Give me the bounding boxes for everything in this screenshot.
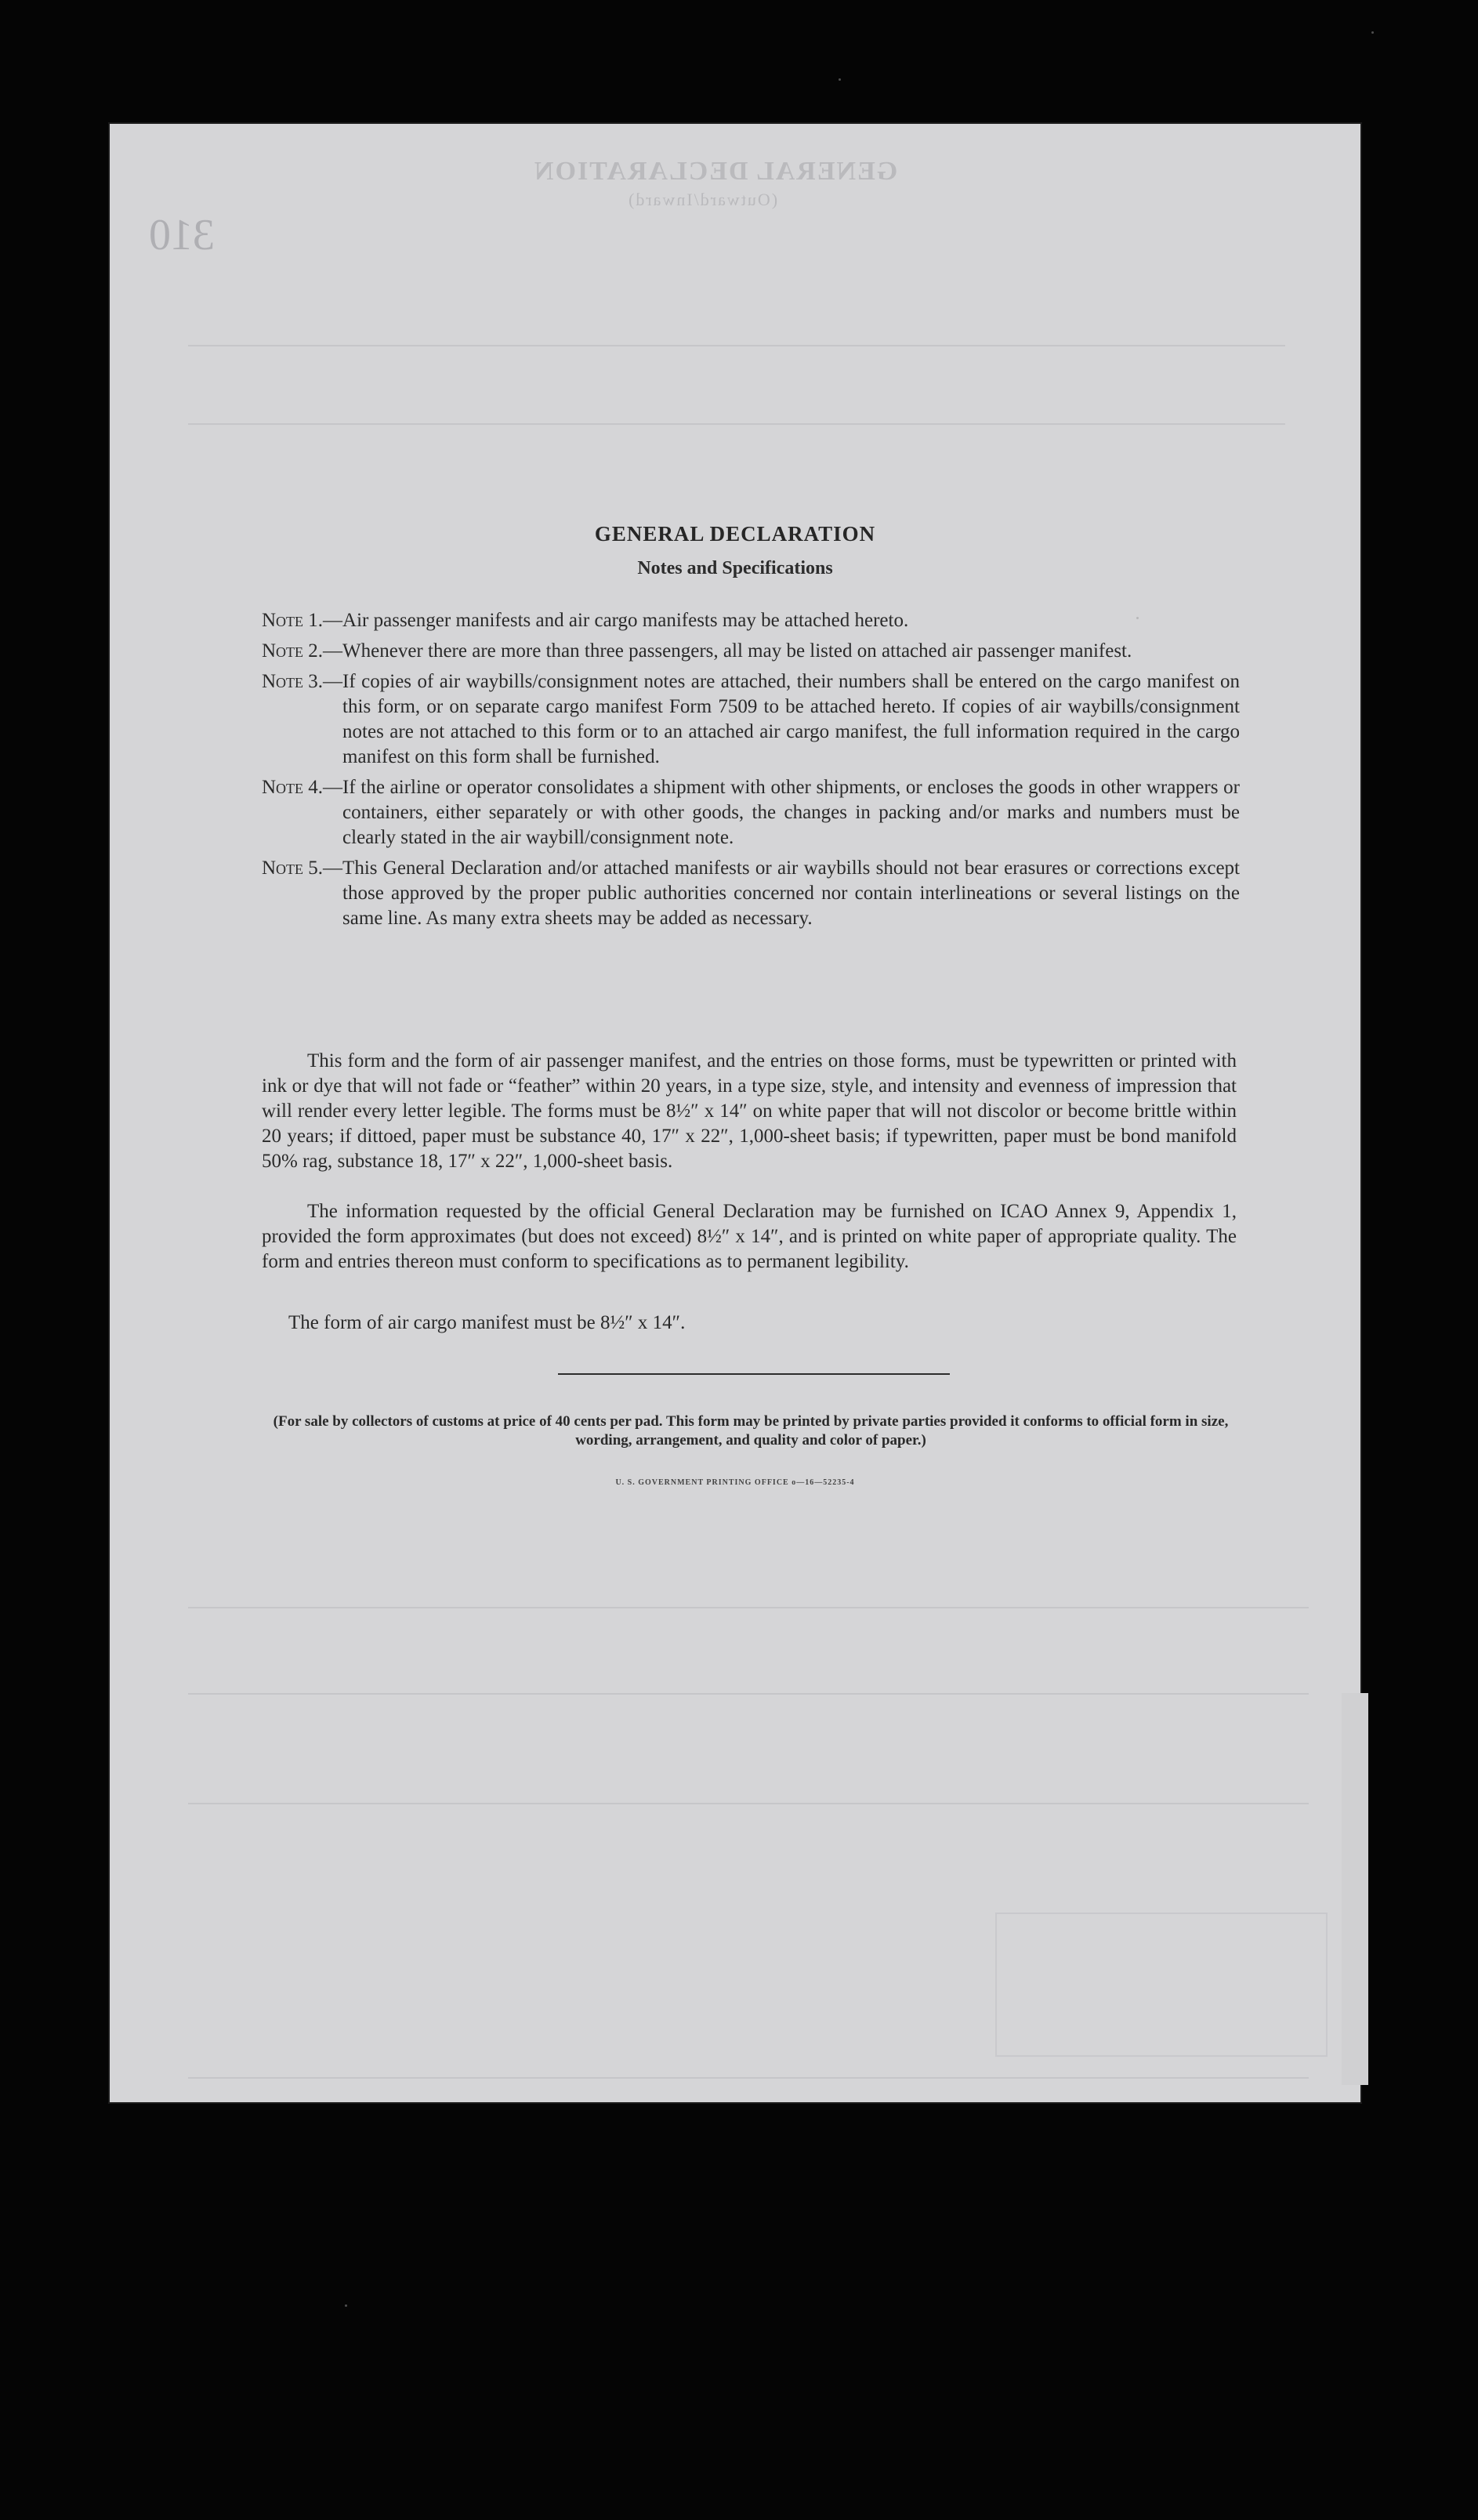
stamp-number: 310: [149, 211, 215, 259]
bleed-through-subheader: (Outward/Inward): [627, 190, 778, 209]
page-edge-tab: [1342, 1693, 1368, 2085]
scan-speck: [839, 78, 841, 81]
section-divider: [558, 1373, 950, 1375]
bleed-through-header: GENERAL DECLARATION: [533, 157, 898, 186]
document-subtitle: Notes and Specifications: [637, 558, 833, 578]
paragraph-cargo: The form of air cargo manifest must be 8½″ x 14″.: [288, 1312, 686, 1333]
bleed-through-rule: [188, 345, 1285, 346]
note-label: Note 3.—: [262, 671, 343, 692]
note-item: [262, 856, 1240, 931]
note-text: If the airline or operator consolidates a shipment with other shipments, or encloses the goods in other wrappers or containers, either separately or with other goods, the changes in packing and/or marks and numbers must be clearly stated in the air waybill/consignment note.: [342, 777, 1240, 848]
paragraph-icao: The information requested by the official General Declaration may be furnished on ICAO Annex 9, Appendix 1, provided the form approximates (but does not exceed) 8½″ x 14″, and is printed on white paper of appropriate quality. The form and entries thereon must conform to specifications as to permanent legibility.: [262, 1201, 1237, 1272]
note-label: Note 5.—: [262, 858, 343, 879]
note-text: If copies of air waybills/consignment notes are attached, their numbers shall be entered on the cargo manifest on this form, or on separate cargo manifest Form 7509 to be attached hereto. If copies of air waybills/consignment notes are not attached to this form or to an attached air cargo manifest, the full information required in the cargo manifest on this form shall be furnished.: [342, 671, 1240, 767]
note-item: [262, 775, 1240, 850]
scan-speck: [345, 2304, 347, 2307]
printing-office-imprint: U. S. GOVERNMENT PRINTING OFFICE o—16—52235-4: [615, 1478, 855, 1487]
note-text: Whenever there are more than three passengers, all may be listed on attached air passenger manifest.: [342, 640, 1132, 662]
paragraph-forms: This form and the form of air passenger manifest, and the entries on those forms, must be typewritten or printed with ink or dye that will not fade or “feather” within 20 years, in a type size, style, and intensity and evenness of impression that will render every letter legible. The forms must be 8½″ x 14″ on white paper that will not discolor or become brittle within 20 years; if dittoed, paper must be substance 40, 17″ x 22″, 1,000-sheet basis; if typewritten, paper must be bond manifold 50% rag, substance 18, 17″ x 22″, 1,000-sheet basis.: [262, 1050, 1237, 1172]
note-item: [262, 669, 1240, 770]
note-label: Note 1.—: [262, 610, 343, 631]
bleed-through-box: [995, 1913, 1328, 2057]
note-label: Note 2.—: [262, 640, 343, 662]
document-title: GENERAL DECLARATION: [594, 522, 876, 546]
bleed-through-rule: [188, 423, 1285, 425]
bleed-through-rule: [188, 2077, 1309, 2079]
note-text: Air passenger manifests and air cargo manifests may be attached hereto.: [342, 610, 909, 631]
sale-note: (For sale by collectors of customs at price of 40 cents per pad. This form may be printed by private parties provided it conforms to official form in size, wording, arrangement, and quality and color of paper.): [273, 1413, 1229, 1449]
note-label: Note 4.—: [262, 777, 343, 798]
note-text: This General Declaration and/or attached manifests or air waybills should not bear erasures or corrections except those approved by the proper public authorities concerned nor contain interlineations or several listings on the same line. As many extra sheets may be added as necessary.: [342, 858, 1240, 929]
bleed-through-rule: [188, 1693, 1309, 1695]
notes-list: [262, 608, 1240, 937]
scan-speck: [1371, 31, 1374, 34]
bleed-through-rule: [188, 1607, 1309, 1608]
bleed-through-rule: [188, 1803, 1309, 1804]
note-item: [262, 608, 1240, 633]
note-item: [262, 639, 1240, 664]
